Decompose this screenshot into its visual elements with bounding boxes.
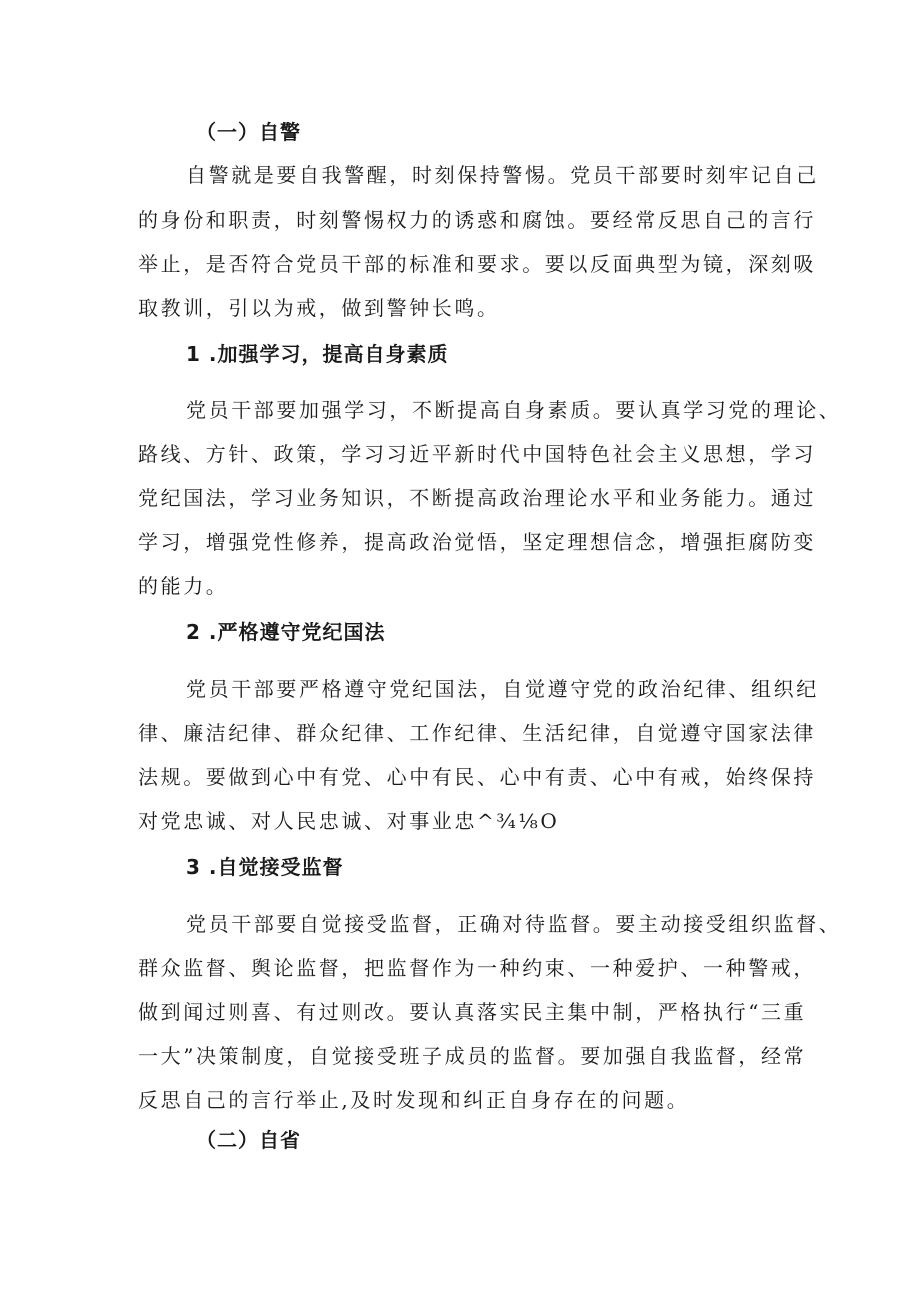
paragraph-line: 法规。要做到心中有党、心中有民、心中有责、心中有戒，始终保持: [138, 765, 816, 789]
paragraph-line: 群众监督、舆论监督，把监督作为一种约束、一种爱护、一种警戒，: [138, 956, 816, 980]
item-heading-observe-discipline: 2 .严格遵守党纪国法: [186, 620, 386, 644]
item-heading-strengthen-learning: 1 .加强学习，提高自身素质: [186, 342, 449, 366]
paragraph-line: 举止，是否符合党员干部的标准和要求。要以反面典型为镜，深刻吸: [138, 252, 816, 276]
paragraph-line: 党员干部要严格遵守党纪国法，自觉遵守党的政治纪律、组织纪: [186, 677, 819, 701]
paragraph-line: 路线、方针、政策，学习习近平新时代中国特色社会主义思想，学习: [138, 442, 816, 466]
paragraph-line: 党员干部要自觉接受监督，正确对待监督。要主动接受组织监督、: [186, 912, 842, 936]
paragraph-line: 的身份和职责，时刻警惕权力的诱惑和腐蚀。要经常反思自己的言行: [138, 208, 816, 232]
paragraph-line: 自警就是要自我警醒，时刻保持警惕。党员干部要时刻牢记自己: [186, 163, 819, 187]
section-heading-self-alert: （一）自警: [196, 120, 301, 144]
paragraph-line: 反思自己的言行举止,及时发现和纠正自身存在的问题。: [138, 1088, 690, 1112]
section-heading-self-reflection: （二）自省: [196, 1128, 301, 1152]
paragraph-line: 的能力。: [138, 574, 229, 598]
paragraph-line: 党纪国法，学习业务知识，不断提高政治理论水平和业务能力。通过: [138, 486, 816, 510]
item-heading-accept-supervision: 3 .自觉接受监督: [186, 855, 344, 879]
paragraph-line: 律、廉洁纪律、群众纪律、工作纪律、生活纪律，自觉遵守国家法律: [138, 721, 816, 745]
paragraph-line: 党员干部要加强学习，不断提高自身素质。要认真学习党的理论、: [186, 398, 842, 422]
paragraph-line: 学习，增强党性修养，提高政治觉悟，坚定理想信念，增强拒腐防变: [138, 530, 816, 554]
paragraph-line: 一大”决策制度，自觉接受班子成员的监督。要加强自我监督，经常: [138, 1044, 807, 1068]
paragraph-line: 取教训，引以为戒，做到警钟长鸣。: [138, 296, 500, 320]
paragraph-line: 对党忠诚、对人民忠诚、对事业忠^¾⅛O: [138, 809, 560, 833]
paragraph-line: 做到闻过则喜、有过则改。要认真落实民主集中制，严格执行“三重: [138, 1000, 807, 1024]
